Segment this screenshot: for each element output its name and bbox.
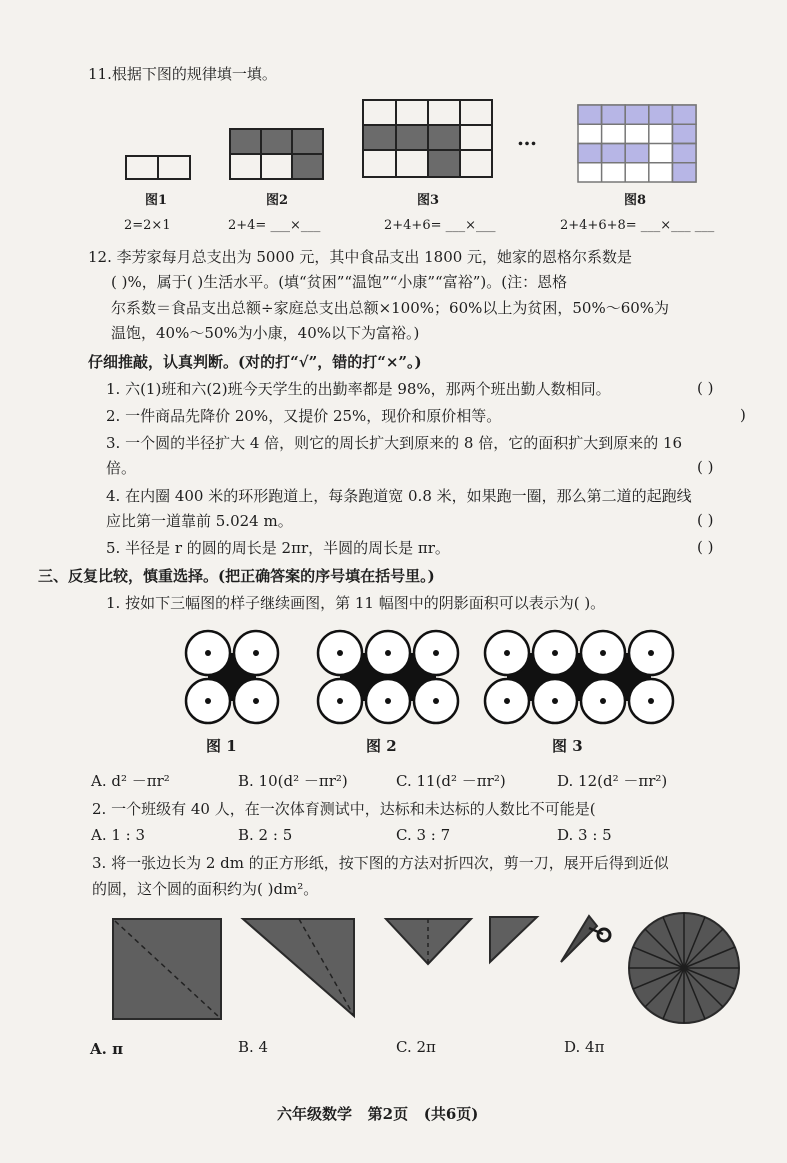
folded-paper-square — [112, 918, 224, 1022]
choice-q2-option-c[interactable]: C. 3 : 7 — [396, 826, 451, 844]
q11-figure-3 — [362, 99, 494, 179]
q12-line-4: 温饱，40%～50%为小康，40%以下为富裕。) — [111, 324, 420, 342]
choice-q2-option-a[interactable]: A. 1 : 3 — [91, 826, 146, 844]
scissors-cut-wedge — [557, 914, 615, 966]
circle-fig-label-1: 图 1 — [206, 737, 237, 755]
judge-answer-2[interactable]: ) — [740, 406, 746, 424]
judge-item-5: 5. 半径是 r 的圆的周长是 2πr，半圆的周长是 πr。 — [106, 539, 450, 557]
choice-q2-option-d[interactable]: D. 3 : 5 — [557, 826, 612, 844]
q11-fig-label-2: 图2 — [266, 193, 289, 208]
q11-figure-8 — [577, 104, 697, 184]
choice-q1-option-b[interactable]: B. 10(d² －πr²) — [238, 772, 348, 790]
choice-q1-text: 1. 按如下三幅图的样子继续画图，第 11 幅图中的阴影面积可以表示为( )。 — [106, 594, 606, 612]
q12-line-2: ( )%，属于( )生活水平。(填“贫困”“温饱”“小康”“富裕”)。(注：恩格 — [111, 273, 568, 291]
judge-answer-5[interactable]: ( ) — [697, 538, 714, 556]
folded-paper-triangle — [242, 918, 356, 1018]
judge-answer-3[interactable]: ( ) — [697, 458, 714, 476]
circle-fig-label-3: 图 3 — [552, 737, 583, 755]
q11-formula-3: 2+4+6= ___×___ — [384, 218, 496, 233]
judge-answer-1[interactable]: ( ) — [697, 379, 714, 397]
choice-q3-option-b[interactable]: B. 4 — [238, 1038, 269, 1056]
folded-paper-right-triangle — [489, 916, 539, 964]
choice-q2-option-b[interactable]: B. 2 : 5 — [238, 826, 293, 844]
folded-paper-small-triangle — [385, 918, 473, 966]
q12-line-1: 12. 李芳家每月总支出为 5000 元，其中食品支出 1800 元，她家的恩格尔系数是 — [88, 248, 633, 266]
q11-fig-label-3: 图3 — [417, 193, 440, 208]
choice-q3-option-c[interactable]: C. 2π — [396, 1038, 436, 1056]
judge-item-4-cont: 应比第一道靠前 5.024 m。 — [106, 512, 293, 530]
q11-figure-2 — [229, 128, 325, 180]
q11-fig-label-8: 图8 — [624, 193, 647, 208]
choice-q1-option-a[interactable]: A. d² －πr² — [91, 772, 170, 790]
q12-line-3: 尔系数＝食品支出总额÷家庭总支出总额×100%；60%以上为贫困，50%～60%为 — [111, 299, 670, 317]
choice-q3-option-a[interactable]: A. π — [90, 1040, 124, 1058]
q11-ellipsis: … — [517, 126, 537, 150]
choice-q3-line-2: 的圆，这个圆的面积约为( )dm²。 — [92, 880, 319, 898]
choice-q3-line-1: 3. 将一张边长为 2 dm 的正方形纸，按下图的方法对折四次，剪一刀，展开后得到近似 — [92, 854, 669, 872]
judge-item-3-cont: 倍。 — [106, 459, 137, 477]
circle-pattern-figure-3 — [484, 630, 676, 726]
circle-fig-label-2: 图 2 — [366, 737, 397, 755]
judge-answer-4[interactable]: ( ) — [697, 511, 714, 529]
judge-item-4: 4. 在内圈 400 米的环形跑道上，每条跑道宽 0.8 米，如果跑一圈，那么第二道的起跑线 — [106, 487, 692, 505]
section3-title: 三、反复比较，慎重选择。(把正确答案的序号填在括号里。) — [38, 567, 435, 585]
judge-item-3: 3. 一个圆的半径扩大 4 倍，则它的周长扩大到原来的 8 倍，它的面积扩大到原来的 16 — [106, 434, 683, 452]
q11-figure-1 — [125, 155, 191, 181]
page-footer: 六年级数学 第2页 (共6页) — [277, 1105, 479, 1123]
section2-title: 仔细推敲，认真判断。(对的打“√”，错的打“×”。) — [88, 353, 422, 371]
q11-title: 11.根据下图的规律填一填。 — [88, 65, 277, 83]
q11-formula-1: 2=2×1 — [124, 218, 171, 233]
choice-q2-text: 2. 一个班级有 40 人，在一次体育测试中，达标和未达标的人数比不可能是( — [92, 800, 596, 818]
choice-q1-option-d[interactable]: D. 12(d² －πr²) — [557, 772, 668, 790]
choice-q3-option-d[interactable]: D. 4π — [564, 1038, 605, 1056]
judge-item-1: 1. 六(1)班和六(2)班今天学生的出勤率都是 98%，那两个班出勤人数相同。 — [106, 380, 611, 398]
judge-item-2: 2. 一件商品先降价 20%，又提价 25%，现价和原价相等。 — [106, 407, 502, 425]
q11-formula-4: 2+4+6+8= ___×___ ___ — [560, 218, 715, 233]
circle-pattern-figure-1 — [185, 630, 281, 726]
circle-pattern-figure-2 — [317, 630, 461, 726]
unfolded-circle — [627, 911, 741, 1025]
choice-q1-option-c[interactable]: C. 11(d² －πr²) — [396, 772, 506, 790]
q11-formula-2: 2+4= ___×___ — [228, 218, 321, 233]
q11-fig-label-1: 图1 — [145, 193, 168, 208]
